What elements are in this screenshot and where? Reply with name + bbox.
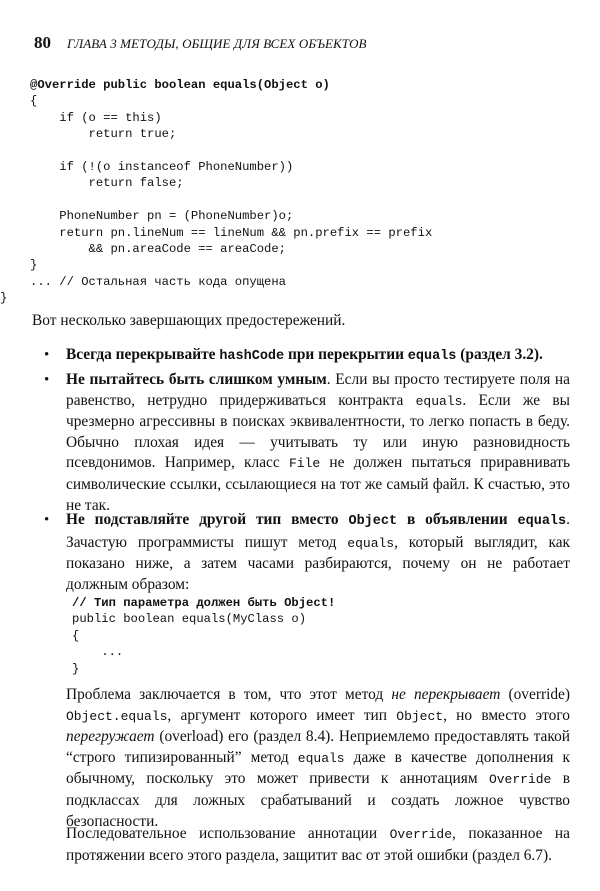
body-text: Проблема заключается в том, что этот метод	[66, 686, 392, 703]
bullet-marker: •	[44, 372, 50, 388]
code-line: }	[72, 661, 80, 676]
inline-code: File	[288, 456, 321, 472]
bullet-marker: •	[44, 512, 50, 528]
bold-text: Не подставляйте другой тип вместо	[66, 511, 349, 528]
page-number: 80	[34, 33, 51, 52]
inline-code: equals	[415, 393, 463, 409]
code-line: if (o == this)	[30, 110, 162, 125]
inline-code: Override	[389, 827, 453, 842]
code-line: {	[30, 94, 38, 109]
bullet-not-too-clever	[66, 370, 570, 516]
inline-code: hashCode	[219, 349, 285, 364]
bold-text: Всегда перекрывайте	[66, 346, 220, 363]
code-line-closing: }	[0, 291, 8, 306]
code-line: return pn.lineNum == lineNum && pn.prefix == prefix	[30, 225, 433, 240]
body-text: даже в качестве дополнения к обычному, поскольку это может привести к аннотациям	[66, 748, 570, 788]
bold-text: в объявлении	[397, 511, 518, 528]
body-text: , аргумент которого имеет тип	[167, 706, 397, 724]
code-line: public boolean equals(MyClass o)	[72, 612, 307, 627]
body-text: . Зачастую программисты пишут метод	[66, 511, 570, 551]
code-line: return true;	[30, 127, 177, 142]
bold-text: (раздел 3.2).	[456, 346, 543, 363]
body-text: . Если же вы чрезмерно агрессивны в поисках эквивалентности, то легко попасть в беду. Обычно плохая идея — учитывать ту или иную разновидность псевдонимов. Например, класс	[66, 391, 570, 472]
inline-code: equals	[297, 750, 345, 766]
code-line: if (!(o instanceof PhoneNumber))	[30, 160, 294, 175]
chapter-title: ГЛАВА 3 МЕТОДЫ, ОБЩИЕ ДЛЯ ВСЕХ ОБЪЕКТОВ	[67, 36, 367, 51]
problem-paragraph	[66, 685, 570, 832]
bullet-marker: •	[44, 347, 50, 363]
inline-code: Object.equals	[66, 708, 168, 724]
body-text: (override)	[500, 686, 571, 703]
consistent-paragraph	[66, 824, 570, 866]
inline-code: equals	[347, 535, 395, 551]
code-line: {	[72, 628, 80, 643]
inline-code: Object	[396, 708, 444, 724]
body-text: Последовательное использование аннотации	[66, 825, 390, 842]
body-text: , показанное на протяжении всего этого раздела, защитит вас от этой ошибки (раздел 6.7).	[66, 825, 570, 864]
body-text: в подклассах для ложных срабатываний и создать ложное чувство безопасности.	[66, 770, 570, 830]
inline-code: Override	[488, 772, 552, 788]
body-text: (overload) его (раздел 8.4). Неприемлемо предоставлять такой “строго типизированный” метод	[66, 728, 570, 766]
bullet-object-type	[66, 510, 570, 595]
bold-text: при перекрытии	[284, 346, 408, 363]
body-text: . Если вы просто тестируете поля на равенство, нетрудно придерживаться контракта	[66, 371, 570, 409]
intro-paragraph: Вот несколько завершающих предостережений.	[32, 312, 346, 329]
body-text: , который выглядит, как показано ниже, а затем часами разбираются, почему он не работает должным образом:	[66, 533, 570, 593]
code-line	[30, 192, 432, 208]
page-header	[34, 33, 580, 53]
code-block-equals	[0, 77, 433, 307]
body-text: не должен пытаться приравнивать символические ссылки, ссылающиеся на тот же самый файл. К счастью, это не так.	[66, 454, 570, 514]
code-block-myclass	[72, 595, 335, 677]
inline-code: Object	[348, 514, 398, 529]
body-text: , но вместо этого	[443, 706, 570, 724]
code-line: return false;	[30, 176, 184, 191]
italic-text: перегружает	[66, 728, 155, 746]
code-line: PhoneNumber pn = (PhoneNumber)o;	[30, 209, 294, 224]
code-line	[30, 143, 432, 159]
inline-code: equals	[517, 514, 567, 529]
code-line: && pn.areaCode == areaCode;	[30, 242, 286, 257]
italic-text: не перекрывает	[391, 686, 501, 703]
code-line: ... // Остальная часть кода опущена	[30, 274, 286, 289]
code-line: }	[30, 258, 38, 273]
bullet-hashcode	[66, 345, 570, 368]
inline-code: equals	[407, 349, 457, 364]
code-line: ...	[72, 645, 124, 660]
code-line: // Тип параметра должен быть Object!	[72, 596, 336, 610]
bold-text: Не пытайтесь быть слишком умным	[66, 371, 327, 388]
code-line: @Override public boolean equals(Object o)	[30, 78, 330, 92]
